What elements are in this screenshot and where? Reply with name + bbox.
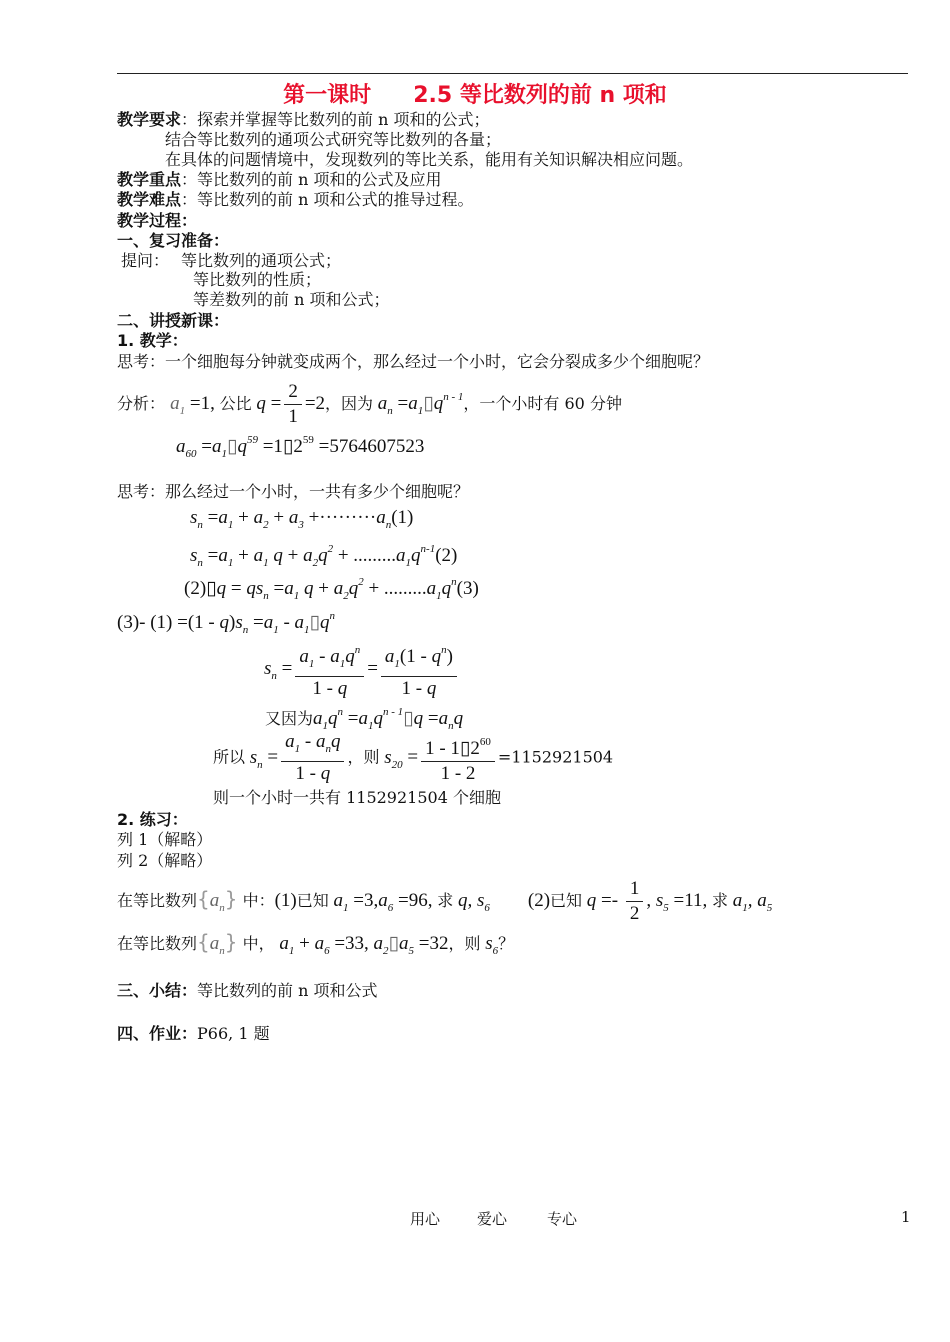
equation-3: (2)▯q = $qs_n =a_1$ $q + a_2q^2 + .........a_1q^n(3)$ <box>184 576 479 602</box>
requirement-item: 结合等比数列的通项公式研究等比数列的各量； <box>165 130 502 149</box>
think-question: 思考：那么经过一个小时，一共有多少个细胞呢？ <box>117 482 470 501</box>
practice-problem-1: 在等比数列$\{a_n\}$ 中：(1)已知 $a_1 =3,a_6 =96$, 求 q, $s_6$ (2)已知 q =- $\frac{1}{2}$ , $s_5 =11$, 求 $a_1$, $a_5$ <box>117 878 773 924</box>
example-item: 列 2（解略） <box>117 851 213 870</box>
fraction: $\frac{1 - 1▯2^{60}}{1 - 2}$ <box>421 730 495 786</box>
practice-problem-2: 在等比数列$\{a_n\}$ 中， $a_1 + a_6 =33$, $a_2▯a_5 =32$，则 $s_6$？ <box>117 930 515 957</box>
analysis-line: 分析： $a_1 =1$, 公比 q = $\frac{2}{1}$ =2，因为 $a_n$ $=a_1▯q^{n - 1}$，一个小时有 60 分钟 <box>117 381 622 427</box>
section-heading: 二、讲授新课： <box>117 311 230 330</box>
fraction: $\frac{a_1 - a_1q^n}{1 - q}$ <box>295 638 364 701</box>
header-rule <box>117 73 908 74</box>
subsection-heading: 1. 教学： <box>117 331 188 350</box>
review-question: 提问： 等比数列的通项公式； <box>121 251 342 270</box>
equation-subtract: (3)- $(1) =(1 - q)s_n =a_1$ - $a_1▯q^n$ <box>117 610 336 636</box>
example-item: 列 1（解略） <box>117 830 213 849</box>
teaching-difficulty: 教学难点：等比数列的前 n 项和公式的推导过程。 <box>117 190 474 209</box>
sum-formula: $s_n$ = $\frac{a_1 - a_1q^n}{1 - q}$ = $\frac{a_1(1 - q^n)}{1 - q}$ <box>264 638 460 702</box>
teaching-process-label: 教学过程： <box>117 211 198 230</box>
footer-text: 爱心 <box>477 1210 508 1228</box>
review-question: 等比数列的性质； <box>193 270 322 289</box>
also-because-line: 又因为$a_1q^n$ $=a_1q^{n - 1}▯q =a_nq$ <box>265 706 464 732</box>
fraction: $\frac{2}{1}$ <box>284 380 302 429</box>
equation-2: $s_n =a_1 + a_1$ $q + a_2q^2 + .........a_1q^{n-1}(2)$ <box>190 543 458 569</box>
think-question: 思考：一个细胞每分钟就变成两个，那么经过一个小时，它会分裂成多少个细胞呢？ <box>117 352 710 371</box>
page-title: 第一课时 2.5 等比数列的前 n 项和 <box>283 83 667 108</box>
footer-text: 专心 <box>547 1210 578 1228</box>
requirement-item: 在具体的问题情境中，发现数列的等比关系，能用有关知识解决相应问题。 <box>165 150 694 169</box>
equation-1: $s_n =a_1 + a_2 + a_3 +\cdot\cdot\cdot\cdot\cdot\cdot\cdot\cdot\cdot a_n(1)$ <box>190 507 414 531</box>
fraction: $\frac{a_1 - a_nq}{1 - q}$ <box>281 730 344 786</box>
conclusion-line: 则一个小时一共有 1152921504 个细胞 <box>213 788 501 807</box>
summary-line: 三、小结：等比数列的前 n 项和公式 <box>117 981 378 1000</box>
a60-formula: $a_{60}$ $=a_1▯q^{59}$ $=1▯2^{59} =5764607523$ <box>176 434 425 460</box>
homework-line: 四、作业：P66, 1 题 <box>117 1024 270 1043</box>
page-number: 1 <box>901 1208 911 1226</box>
footer-text: 用心 <box>410 1210 441 1228</box>
therefore-line: 所以 $s_n$ = $\frac{a_1 - a_nq}{1 - q}$ ，则 $s_{20}$ = $\frac{1 - 1▯2^{60}}{1 - 2}$ =1152921504 <box>213 731 614 784</box>
teaching-requirements: 教学要求：探索并掌握等比数列的前 n 项和的公式； <box>117 110 490 129</box>
section-heading: 一、复习准备： <box>117 231 230 250</box>
fraction: $\frac{a_1(1 - q^n)}{1 - q}$ <box>381 638 457 701</box>
fraction: $\frac{1}{2}$ <box>626 877 644 926</box>
review-question: 等差数列的前 n 项和公式； <box>193 290 390 309</box>
practice-heading: 2. 练习： <box>117 810 188 829</box>
teaching-key-point: 教学重点：等比数列的前 n 项和的公式及应用 <box>117 170 442 189</box>
